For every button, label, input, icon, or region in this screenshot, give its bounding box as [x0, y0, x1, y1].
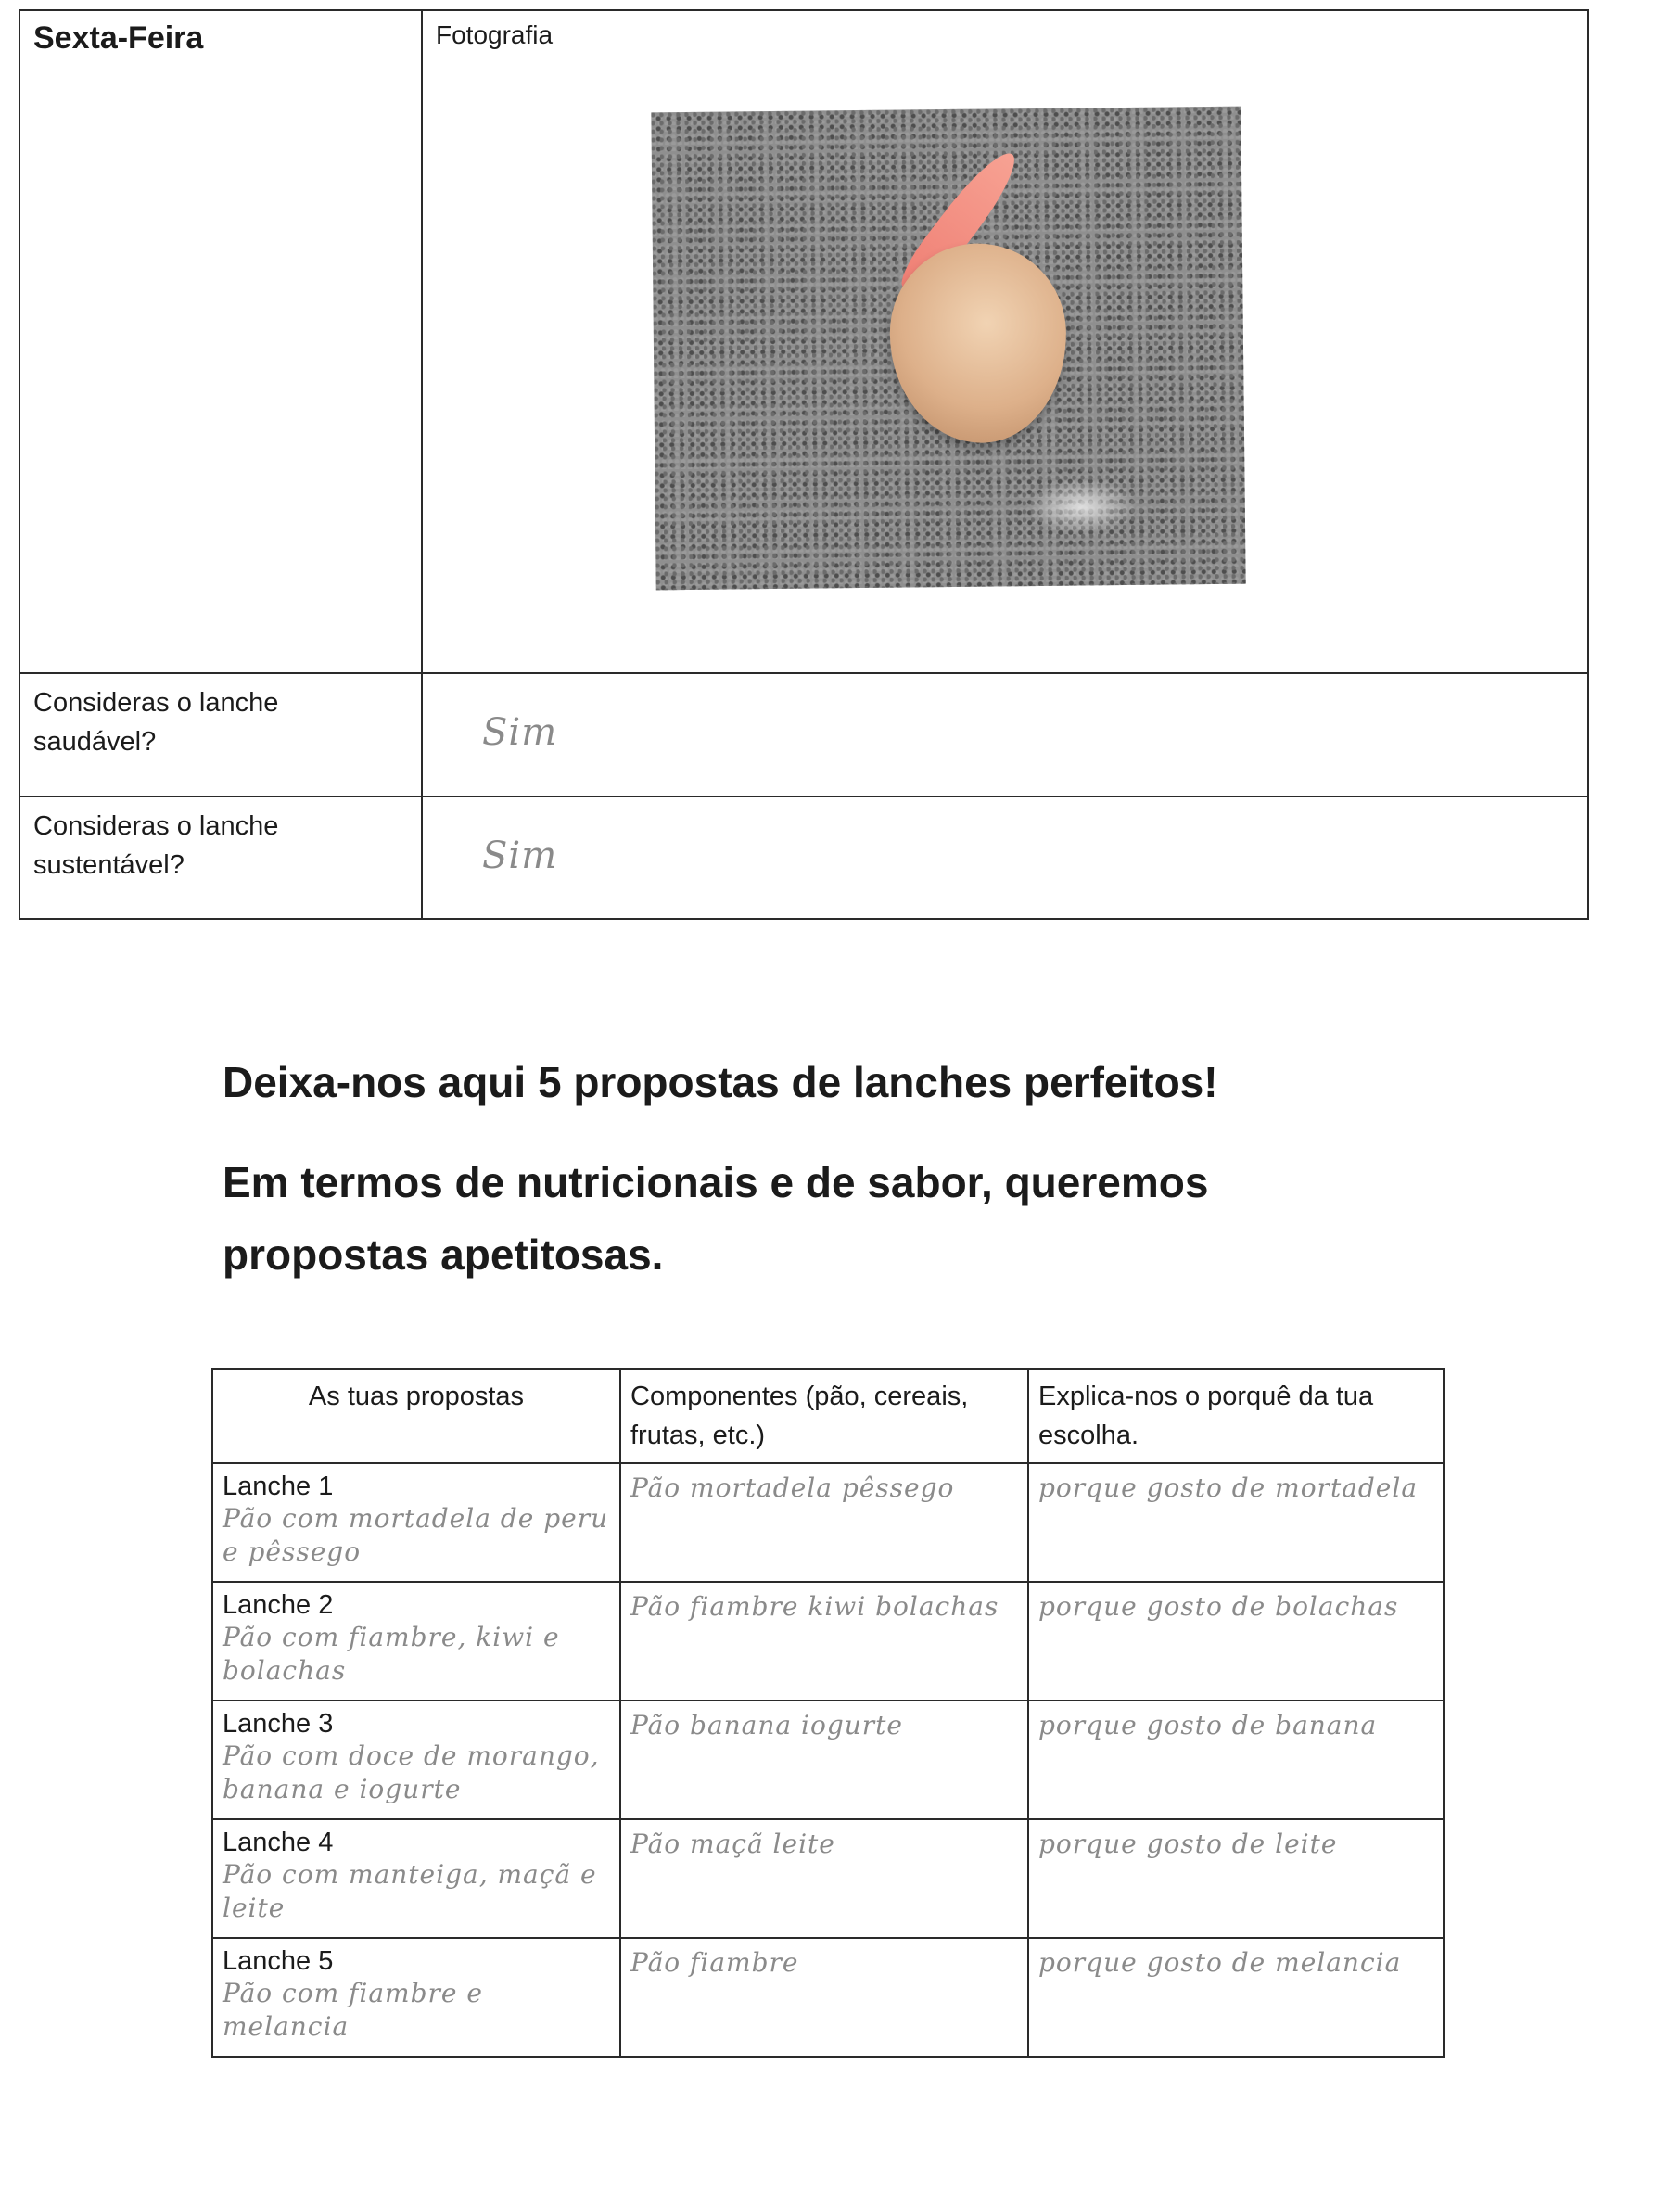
proposta-text: Pão com fiambre e melancia [223, 1978, 483, 2042]
question-saudavel: Consideras o lanche saudável? [33, 688, 279, 757]
question-sustentavel-cell [19, 797, 422, 919]
componentes-cell [620, 1582, 1028, 1701]
porque-text: porque gosto de bolachas [1038, 1591, 1399, 1622]
lanche-label: Lanche 2 [223, 1590, 334, 1620]
porque-cell [1028, 1701, 1444, 1819]
proposta-text: Pão com doce de morango, banana e iogurte [223, 1740, 600, 1804]
answer-sustentavel-cell [422, 797, 1588, 919]
proposta-text: Pão com manteiga, maçã e leite [223, 1859, 597, 1923]
lanche-label: Lanche 5 [223, 1946, 334, 1976]
answer-sustentavel: Sim [482, 835, 558, 877]
proposta-cell [212, 1701, 620, 1819]
porque-cell [1028, 1463, 1444, 1582]
componentes-text: Pão fiambre [630, 1947, 799, 1978]
porque-cell [1028, 1938, 1444, 2057]
answer-saudavel-cell [422, 673, 1588, 797]
table-row [212, 1463, 1444, 1582]
componentes-text: Pão mortadela pêssego [630, 1472, 955, 1503]
header-propostas: As tuas propostas [212, 1369, 620, 1463]
table-row [212, 1582, 1444, 1701]
componentes-cell [620, 1463, 1028, 1582]
photo-header: Fotografia [436, 20, 554, 49]
lanche-label: Lanche 1 [223, 1472, 334, 1501]
componentes-text: Pão fiambre kiwi bolachas [630, 1591, 999, 1622]
proposals-table [211, 1368, 1445, 2058]
porque-text: porque gosto de leite [1038, 1829, 1338, 1859]
lanche-label: Lanche 4 [223, 1828, 334, 1857]
proposta-cell [212, 1938, 620, 2057]
porque-text: porque gosto de mortadela [1038, 1472, 1419, 1503]
porque-text: porque gosto de banana [1038, 1710, 1378, 1740]
bread-roll-image [889, 243, 1067, 444]
question-saudavel-cell [19, 673, 422, 797]
componentes-text: Pão banana iogurte [630, 1710, 903, 1740]
componentes-text: Pão maçã leite [630, 1829, 835, 1859]
heading-line-1: Deixa-nos aqui 5 propostas de lanches perfeitos! [223, 1058, 1218, 1106]
lanche-label: Lanche 3 [223, 1709, 334, 1739]
porque-cell [1028, 1582, 1444, 1701]
proposta-text: Pão com fiambre, kiwi e bolachas [223, 1622, 560, 1686]
answer-saudavel: Sim [482, 711, 558, 754]
componentes-cell [620, 1819, 1028, 1938]
heading-line-2: Em termos de nutricionais e de sabor, queremos propostas apetitosas. [223, 1158, 1209, 1279]
proposta-cell [212, 1582, 620, 1701]
porque-cell [1028, 1819, 1444, 1938]
day-cell [19, 10, 422, 673]
componentes-cell [620, 1938, 1028, 2057]
light-glare [1025, 478, 1138, 535]
snack-photo [651, 107, 1245, 591]
proposta-cell [212, 1819, 620, 1938]
table-row [212, 1701, 1444, 1819]
day-title: Sexta-Feira [33, 20, 204, 56]
porque-text: porque gosto de melancia [1038, 1947, 1402, 1978]
table-row [212, 1819, 1444, 1938]
question-sustentavel: Consideras o lanche sustentável? [33, 811, 279, 880]
proposta-cell [212, 1463, 620, 1582]
proposta-text: Pão com mortadela de peru e pêssego [223, 1503, 609, 1567]
table-row [212, 1938, 1444, 2057]
header-porque: Explica-nos o porquê da tua escolha. [1028, 1369, 1444, 1463]
header-componentes: Componentes (pão, cereais, frutas, etc.) [620, 1369, 1028, 1463]
componentes-cell [620, 1701, 1028, 1819]
